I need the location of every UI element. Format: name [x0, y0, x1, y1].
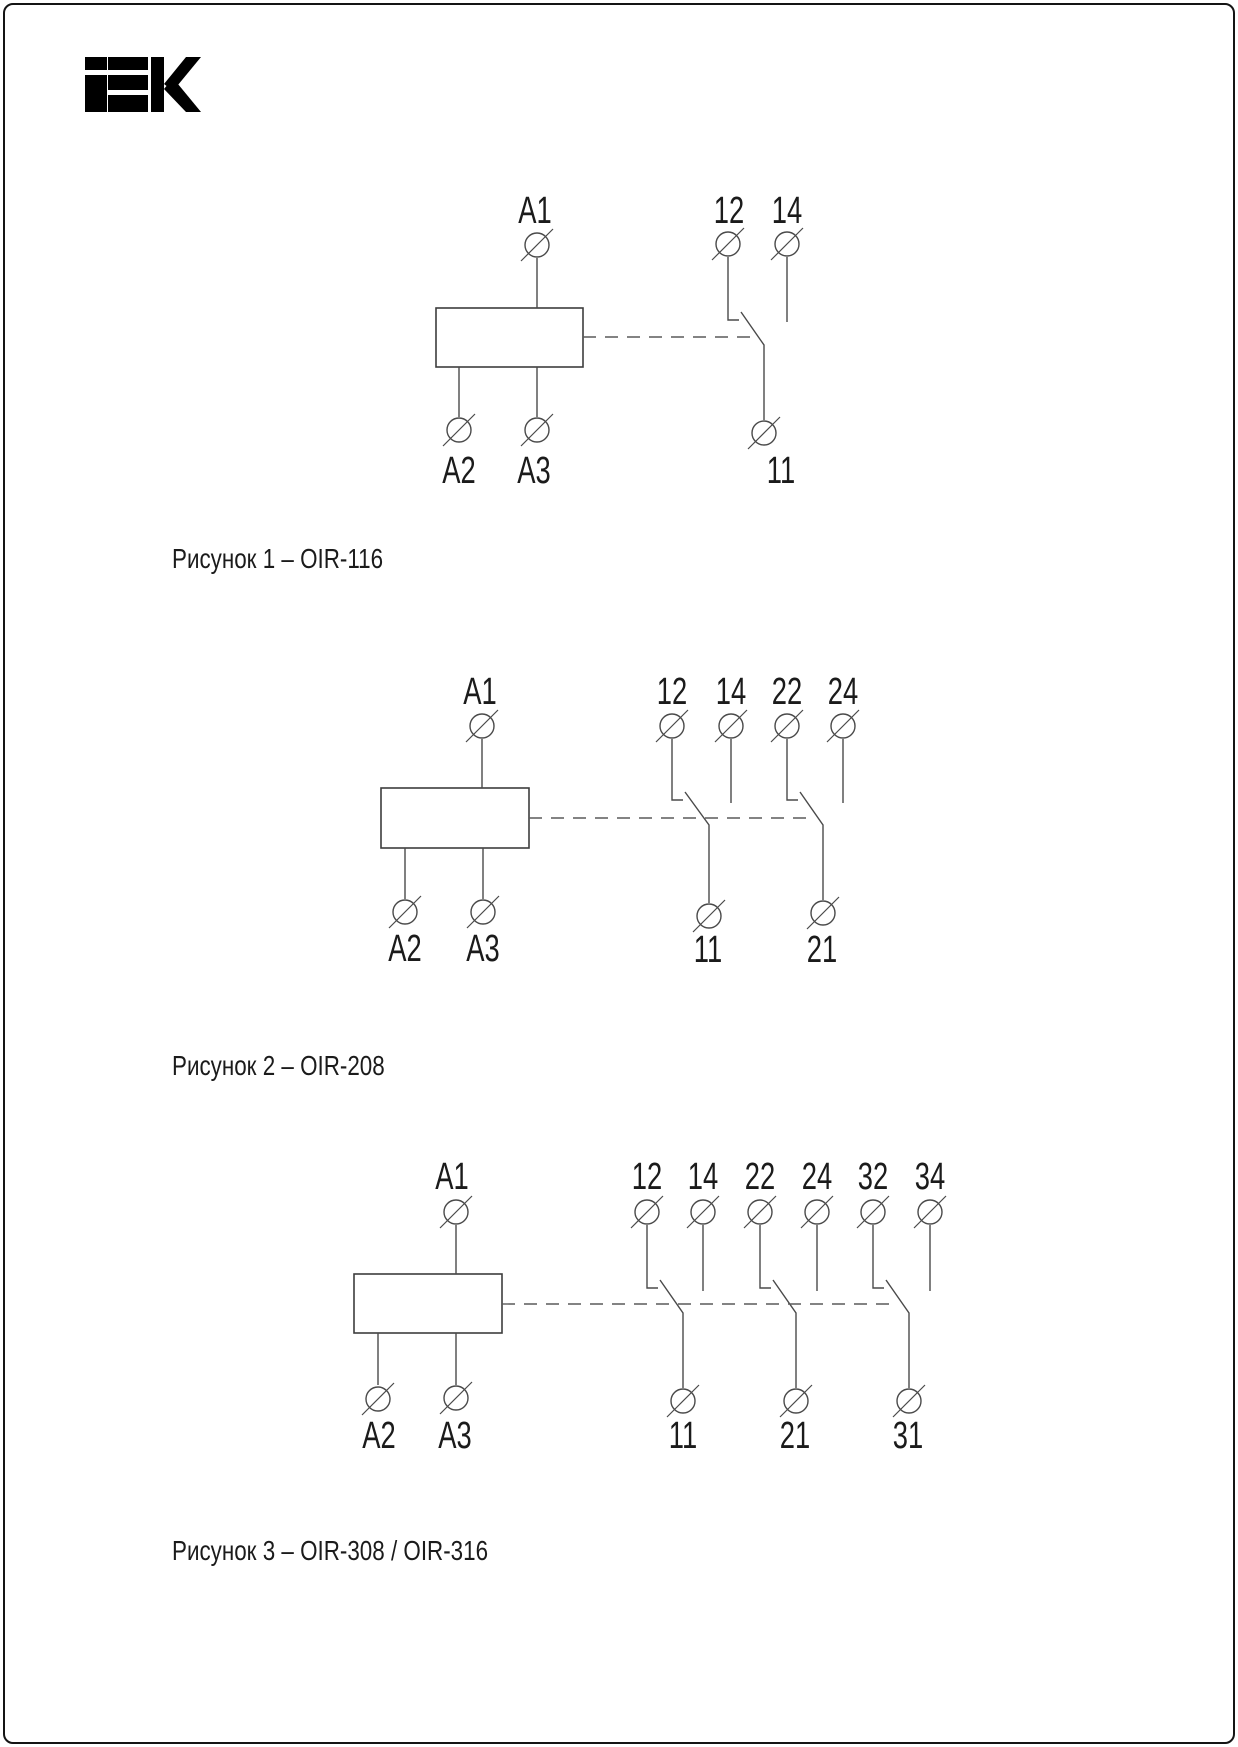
- terminal-label-12: 12: [631, 1156, 663, 1198]
- contact-blade: [800, 792, 823, 900]
- terminal-label-a3: A3: [438, 1415, 472, 1457]
- terminal-label-12: 12: [713, 190, 745, 232]
- terminal-label-24: 24: [827, 671, 859, 713]
- terminal-label-a1: A1: [518, 190, 552, 232]
- terminal-label-11: 11: [668, 1415, 698, 1457]
- terminal-label-14: 14: [715, 671, 747, 713]
- terminal-label-14: 14: [771, 190, 803, 232]
- terminal-label-a2: A2: [442, 450, 476, 492]
- terminal-label-14: 14: [687, 1156, 719, 1198]
- terminal-label-a1: A1: [463, 671, 497, 713]
- terminal-label-a1: A1: [435, 1156, 469, 1198]
- terminal-label-a2: A2: [388, 928, 422, 970]
- contact-blade: [685, 792, 709, 903]
- terminal-label-a2: A2: [362, 1415, 396, 1457]
- contact-blade: [741, 312, 764, 420]
- terminal-label-11: 11: [693, 929, 723, 971]
- relay-coil-2: [381, 788, 529, 848]
- terminal-label-12: 12: [656, 671, 688, 713]
- terminal-label-24: 24: [801, 1156, 833, 1198]
- figure-2-linework: [381, 710, 859, 932]
- terminal-label-11: 11: [766, 450, 796, 492]
- figure-1-caption: Рисунок 1 – OIR-116: [172, 543, 384, 574]
- contact-blade: [886, 1280, 909, 1388]
- terminal-label-a3: A3: [466, 928, 500, 970]
- terminal-label-a3: A3: [517, 450, 551, 492]
- figure-2-caption: Рисунок 2 – OIR-208: [172, 1050, 385, 1081]
- relay-coil-3: [354, 1274, 502, 1333]
- terminal-label-22: 22: [744, 1156, 776, 1198]
- relay-coil-1: [436, 308, 583, 367]
- terminal-label-34: 34: [914, 1156, 946, 1198]
- terminal-label-22: 22: [771, 671, 803, 713]
- terminal-label-31: 31: [892, 1415, 924, 1457]
- terminal-label-21: 21: [779, 1415, 811, 1457]
- figure-3-linework: [354, 1196, 946, 1417]
- figure-3-caption: Рисунок 3 – OIR-308 / OIR-316: [172, 1535, 489, 1566]
- figure-1-linework: [436, 228, 803, 449]
- terminal-label-21: 21: [806, 929, 838, 971]
- contact-blade: [773, 1280, 796, 1388]
- contact-blade: [660, 1280, 683, 1388]
- terminal-label-32: 32: [857, 1156, 889, 1198]
